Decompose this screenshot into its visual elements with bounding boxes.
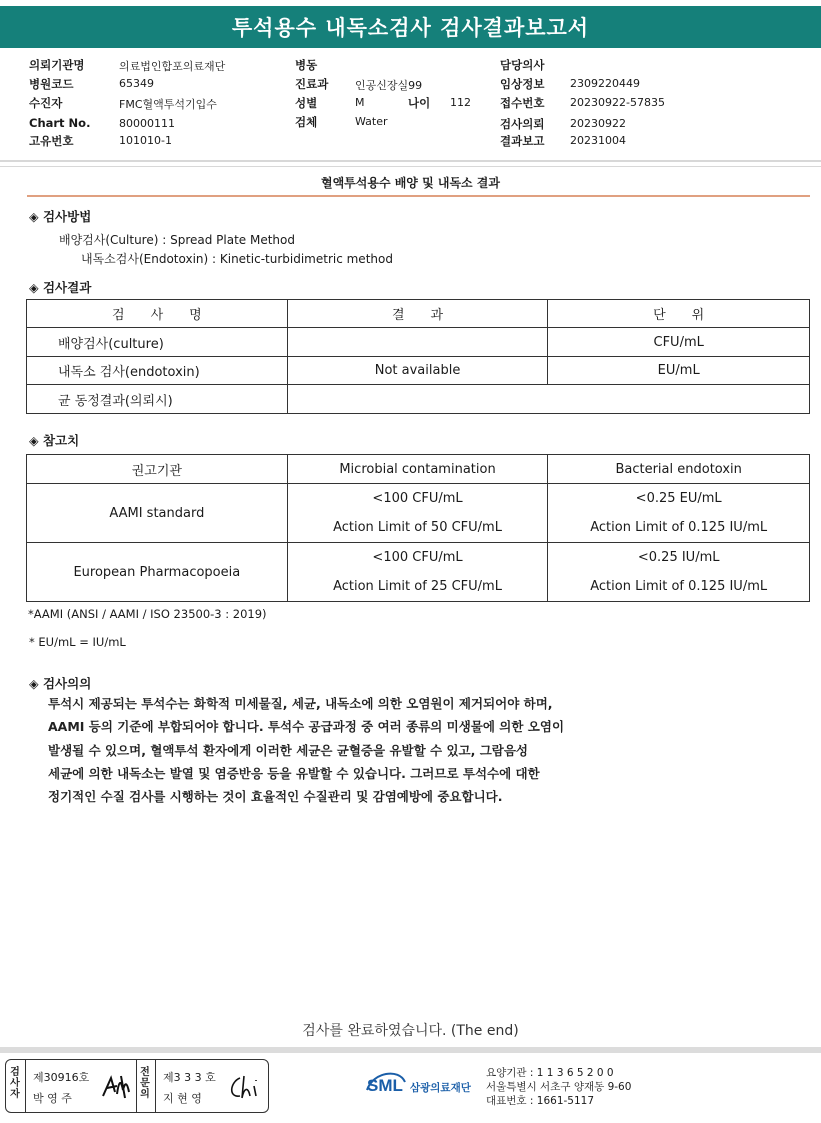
info-label: 의뢰기관명 xyxy=(29,58,85,72)
unit-cell: EU/mL xyxy=(548,357,810,385)
info-label: 접수번호 xyxy=(500,96,545,110)
result-cell xyxy=(287,385,809,414)
divider xyxy=(155,1060,156,1112)
tester-name: 박 영 주 xyxy=(33,1092,72,1105)
test-name-cell: 내독소 검사(endotoxin) xyxy=(27,357,288,385)
info-label: 수진자 xyxy=(29,96,63,110)
reference-table xyxy=(26,454,810,602)
info-value: M xyxy=(355,96,365,109)
interpretation-line: AAMI 등의 기준에 부합되어야 합니다. 투석수 공급과정 중 여러 종류의 미생물에 의한 오염이 xyxy=(48,719,565,735)
ref-micro-cell xyxy=(287,543,548,602)
tester-signature xyxy=(99,1072,135,1102)
info-label: 임상정보 xyxy=(500,77,545,91)
info-label: 고유번호 xyxy=(29,134,74,148)
specialist-label xyxy=(137,1067,153,1100)
org-name: 삼광의료재단 xyxy=(410,1082,471,1094)
sml-logo xyxy=(365,1066,485,1106)
interpretation-heading: ◈ 검사의의 xyxy=(29,676,92,691)
org-line: 대표번호 : 1661-5117 xyxy=(486,1095,595,1107)
ref-value: <0.25 EU/mL xyxy=(635,491,722,506)
info-value: 80000111 xyxy=(119,117,175,130)
tester-label xyxy=(8,1067,22,1100)
table-header: Bacterial endotoxin xyxy=(548,455,810,484)
info-label: Chart No. xyxy=(29,116,91,130)
ref-endo-cell xyxy=(548,543,810,602)
interpretation-line: 정기적인 수질 검사를 시행하는 것이 효율적인 수질관리 및 감염예방에 중요합니다. xyxy=(48,789,503,805)
unit-cell: CFU/mL xyxy=(548,328,810,357)
ref-org-cell: AAMI standard xyxy=(27,484,288,543)
ref-micro-cell xyxy=(287,484,548,543)
reference-heading: ◈ 참고치 xyxy=(29,433,80,448)
reference-note: * EU/mL = IU/mL xyxy=(29,635,126,649)
info-value: 65349 xyxy=(119,77,154,90)
table-header: 권고기관 xyxy=(27,455,288,484)
org-line: 요양기관 : 1 1 3 6 5 2 0 0 xyxy=(486,1067,614,1079)
info-value: 2309220449 xyxy=(570,77,640,90)
ref-value: Action Limit of 0.125 IU/mL xyxy=(590,579,768,594)
info-value: Water xyxy=(355,115,388,128)
results-heading: ◈ 검사결과 xyxy=(29,280,92,295)
specialist-signature xyxy=(226,1072,266,1102)
ref-value: Action Limit of 50 CFU/mL xyxy=(333,520,502,535)
report-title: 투석용수 내독소검사 검사결과보고서 xyxy=(0,6,821,48)
divider xyxy=(25,1060,26,1112)
specialist-name: 지 현 영 xyxy=(163,1092,202,1105)
table-header: 단 위 xyxy=(548,300,810,328)
ref-value: <100 CFU/mL xyxy=(372,491,463,506)
result-cell: Not available xyxy=(287,357,548,385)
interpretation-line: 세균에 의한 내독소는 발열 및 염증반응 등을 유발할 수 있습니다. 그러므로 투석수에 대한 xyxy=(48,765,540,781)
divider xyxy=(0,166,821,167)
info-value: FMC혈액투석기입수 xyxy=(119,98,217,111)
info-value: 112 xyxy=(450,96,471,109)
ref-value: <100 CFU/mL xyxy=(372,550,463,565)
footer-divider xyxy=(0,1047,821,1053)
org-line: 서울특별시 서초구 양재동 9-60 xyxy=(486,1081,632,1093)
info-label: 진료과 xyxy=(295,77,329,91)
info-label: 나이 xyxy=(408,96,431,110)
info-label: 검체 xyxy=(295,115,318,129)
info-value: 20231004 xyxy=(570,134,626,147)
interpretation-line: 투석시 제공되는 투석수는 화학적 미세물질, 세균, 내독소에 의한 오염원이 제거되어야 하며, xyxy=(48,696,553,711)
specialist-label-text: 전문의 xyxy=(140,1067,150,1100)
ref-value: Action Limit of 25 CFU/mL xyxy=(333,579,502,594)
table-header: 검 사 명 xyxy=(27,300,288,328)
table-header: Microbial contamination xyxy=(287,455,548,484)
signature-box xyxy=(5,1059,269,1113)
ref-org-cell: European Pharmacopoeia xyxy=(27,543,288,602)
ref-value: Action Limit of 0.125 IU/mL xyxy=(590,520,768,535)
divider xyxy=(0,160,821,162)
interpretation-text xyxy=(48,692,564,808)
org-info xyxy=(486,1066,631,1108)
test-name-cell: 배양검사(culture) xyxy=(27,328,288,357)
info-value: 101010-1 xyxy=(119,134,172,147)
test-name-cell: 균 동정결과(의뢰시) xyxy=(27,385,288,414)
method-heading: ◈ 검사방법 xyxy=(29,209,92,224)
logo-text: SML xyxy=(367,1076,403,1095)
info-value: 의료법인합포의료재단 xyxy=(119,60,226,73)
method-line: 배양검사(Culture) : Spread Plate Method xyxy=(59,233,295,247)
results-table xyxy=(26,299,810,414)
info-label: 병동 xyxy=(295,58,318,72)
section-title: 혈액투석용수 배양 및 내독소 결과 xyxy=(320,176,500,190)
info-value: 인공신장실99 xyxy=(355,79,423,92)
end-text: 검사를 완료하였습니다. (The end) xyxy=(302,1023,519,1039)
sml-logo-mark xyxy=(365,1066,485,1102)
tester-label-text: 검사자 xyxy=(10,1067,20,1100)
method-line: 내독소검사(Endotoxin) : Kinetic-turbidimetric method xyxy=(81,252,393,266)
tester-license: 제30916호 xyxy=(33,1071,90,1084)
ref-endo-cell xyxy=(548,484,810,543)
info-label: 결과보고 xyxy=(500,134,545,148)
patient-info xyxy=(0,0,821,160)
info-label: 병원코드 xyxy=(29,77,74,91)
table-header: 결 과 xyxy=(287,300,548,328)
specialist-license: 제3 3 3 호 xyxy=(163,1071,216,1084)
info-label: 성별 xyxy=(295,96,318,110)
interpretation-line: 발생될 수 있으며, 혈액투석 환자에게 이러한 세균은 균혈증을 유발할 수 있고, 그람음성 xyxy=(48,742,528,758)
info-value: 20230922-57835 xyxy=(570,96,665,109)
ref-value: <0.25 IU/mL xyxy=(637,550,720,565)
info-label: 검사의뢰 xyxy=(500,117,545,131)
reference-note: *AAMI (ANSI / AAMI / ISO 23500-3 : 2019) xyxy=(28,607,267,621)
info-label: 담당의사 xyxy=(500,58,545,72)
section-underline xyxy=(27,195,810,197)
result-cell xyxy=(287,328,548,357)
info-value: 20230922 xyxy=(570,117,626,130)
